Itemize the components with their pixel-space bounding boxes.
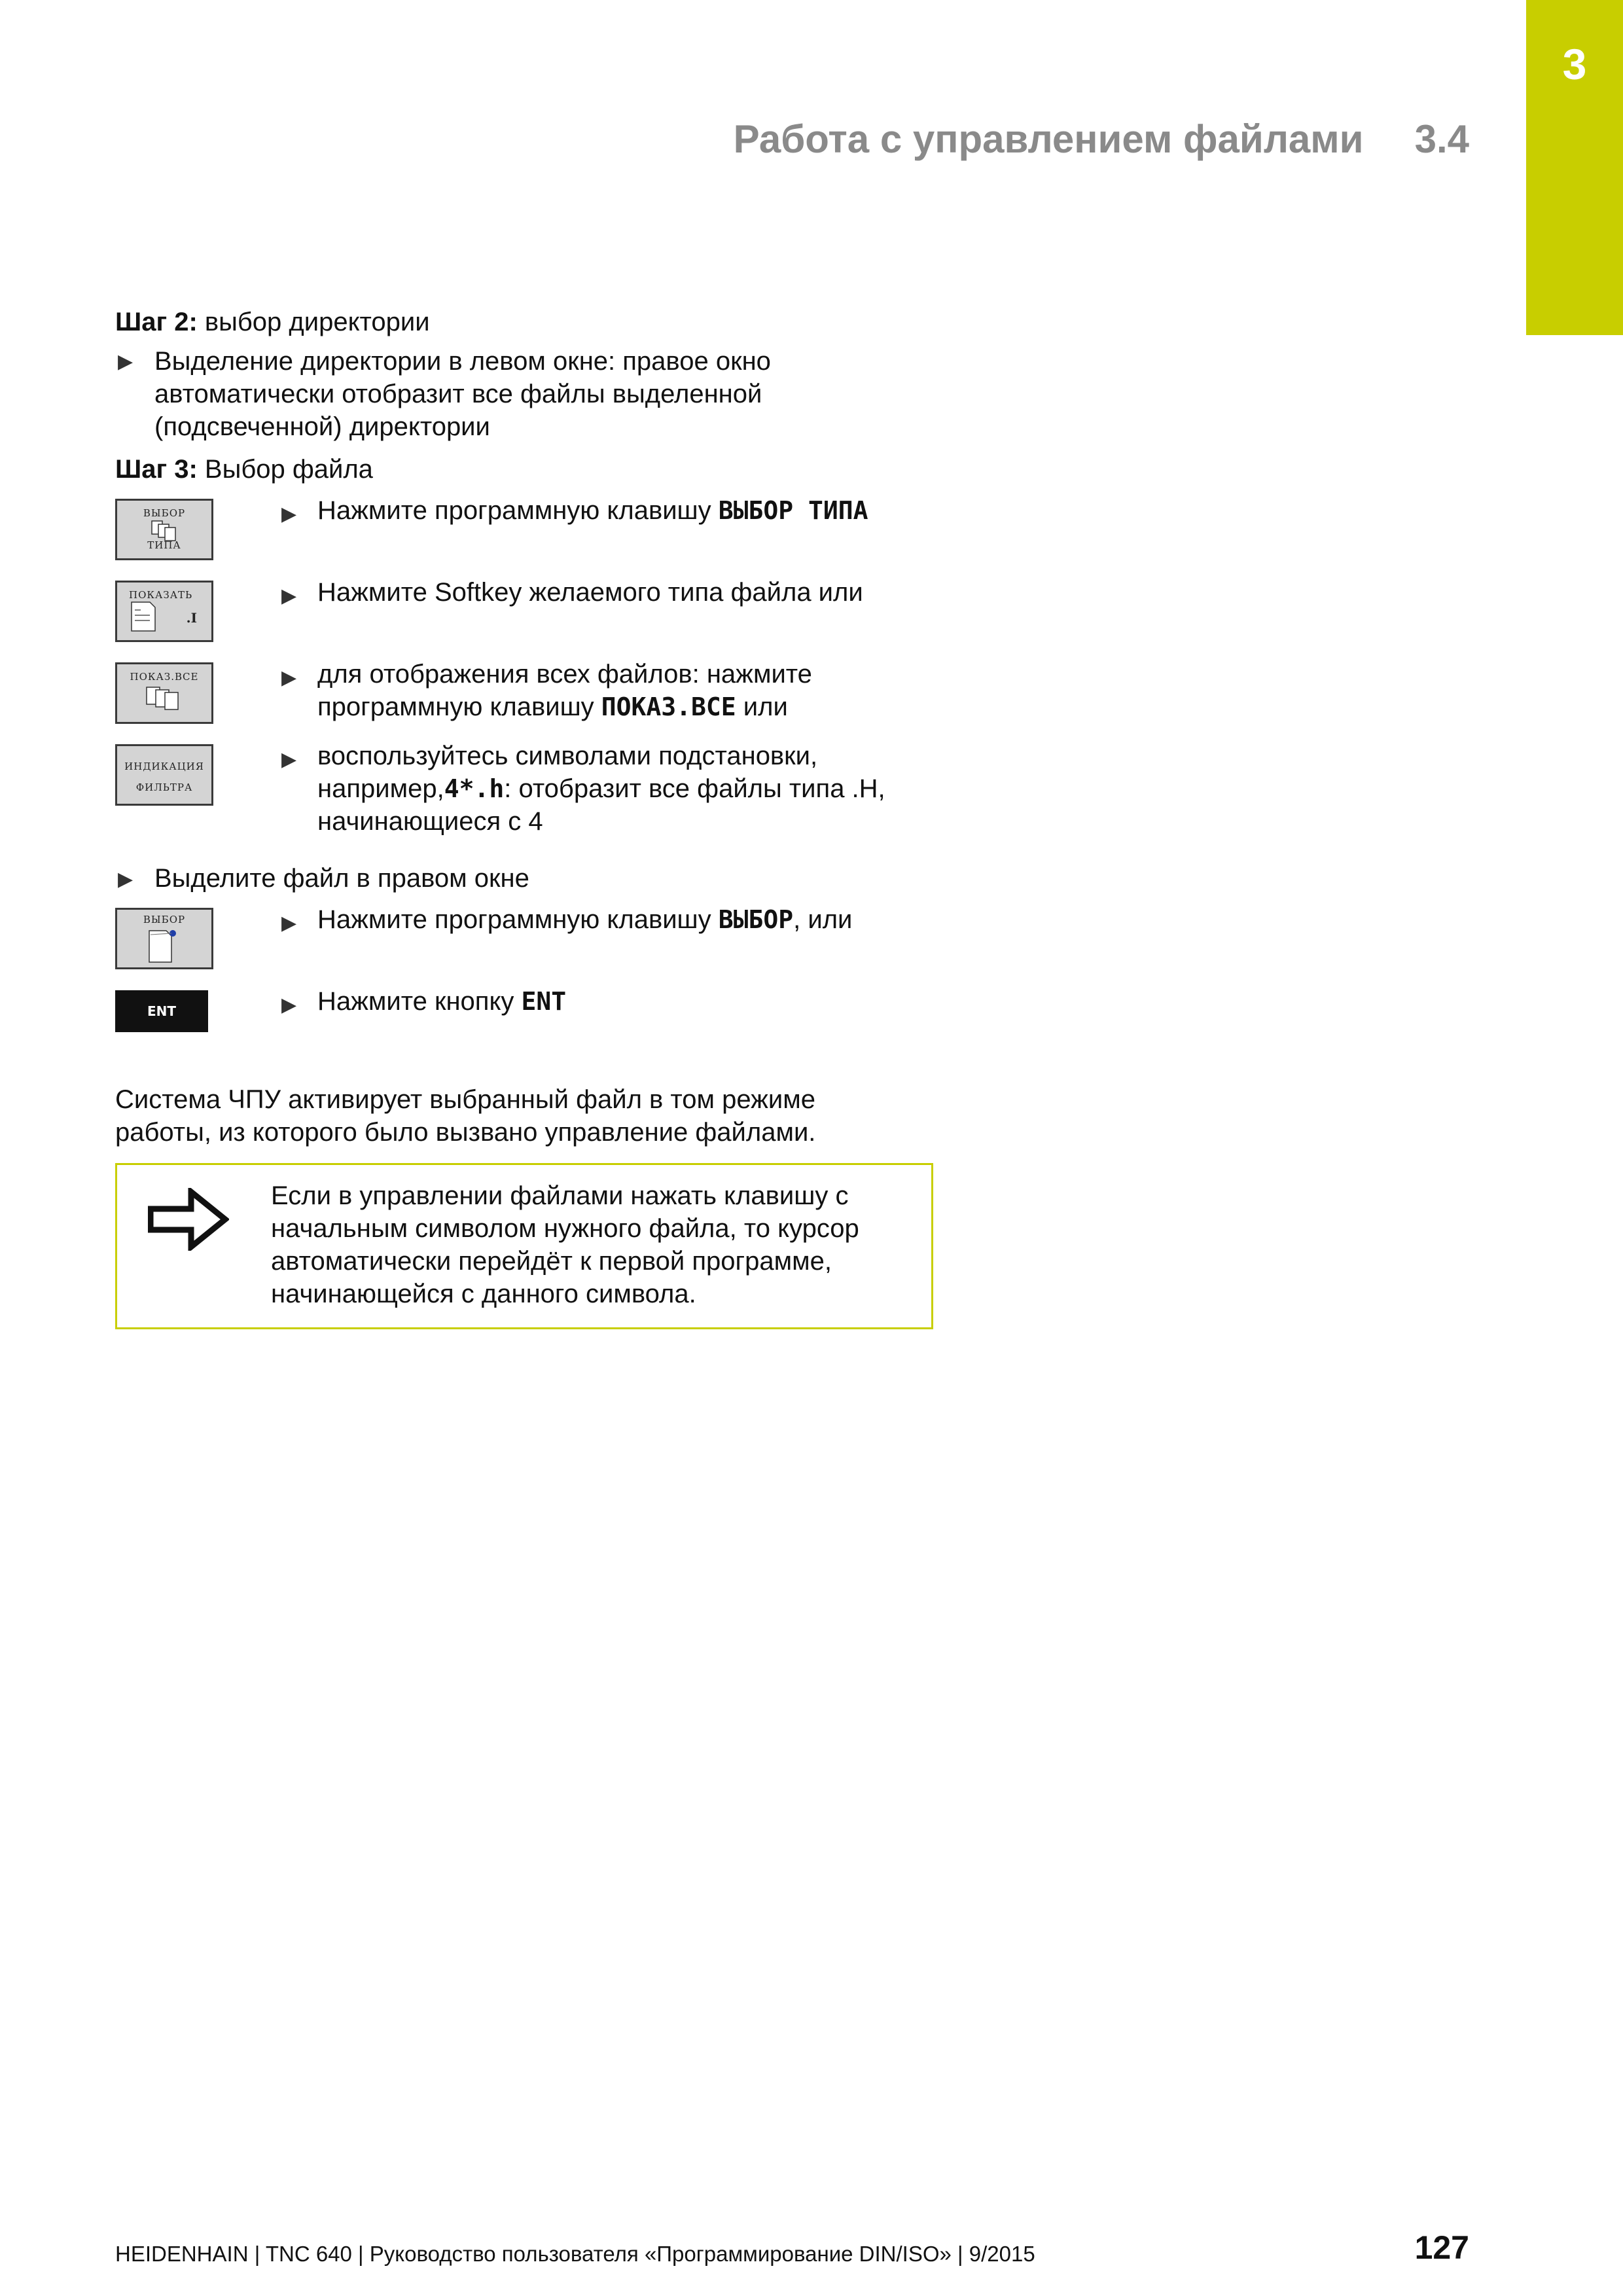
- document-pointer-icon: [147, 929, 186, 963]
- instruction-text: Нажмите программную клавишу: [317, 905, 719, 934]
- document-icon: [130, 601, 169, 632]
- instruction-ent: [317, 985, 566, 1018]
- ent-key-button[interactable]: ENT: [115, 990, 208, 1032]
- softkey-label: ВЫБОР: [143, 914, 186, 925]
- step3-heading: [115, 453, 373, 486]
- note-line: Если в управлении файлами нажать клавишу с: [271, 1181, 849, 1210]
- instruction-text: или: [736, 692, 788, 721]
- softkey-filter[interactable]: [115, 744, 213, 806]
- instruction-text: программную клавишу: [317, 692, 601, 721]
- instruction-key: ПОКАЗ.ВСЕ: [601, 692, 736, 721]
- step2-bullet-line: (подсвеченной) директории: [154, 412, 490, 441]
- bullet-triangle-icon: ▶: [281, 503, 297, 525]
- bullet-triangle-icon: ▶: [281, 912, 297, 934]
- instruction-line: [317, 772, 885, 805]
- note-text: [271, 1179, 859, 1310]
- step2-bullet-line: Выделение директории в левом окне: правое окно: [154, 347, 771, 376]
- instruction-select: [317, 903, 852, 936]
- instruction-line: воспользуйтесь символами подстановки,: [317, 742, 818, 770]
- instruction-show-all: [317, 658, 812, 723]
- chapter-tab: 3: [1526, 0, 1623, 335]
- softkey-label: ВЫБОР: [143, 507, 186, 519]
- step2-text: выбор директории: [197, 308, 430, 336]
- instruction-line: для отображения всех файлов: нажмите: [317, 660, 812, 689]
- softkey-select[interactable]: [115, 908, 213, 969]
- bullet-triangle-icon: ▶: [118, 869, 134, 890]
- softkey-label: ПОКАЗ.ВСЕ: [130, 671, 199, 683]
- softkey-label: ПОКАЗАТЬ: [129, 589, 193, 601]
- softkey-label: .I: [186, 610, 197, 626]
- instruction-text: например,: [317, 774, 444, 803]
- file-stack-icon: [144, 685, 185, 711]
- instruction-select-type: [317, 494, 868, 527]
- bullet-triangle-icon: ▶: [281, 994, 297, 1016]
- bullet-triangle-icon: ▶: [118, 351, 134, 372]
- step2-label: Шаг 2:: [115, 308, 198, 336]
- instruction-text: Нажмите программную клавишу: [317, 496, 719, 525]
- instruction-softkey-type: Нажмите Softkey желаемого типа файла или: [317, 578, 863, 607]
- instruction-line: начинающиеся с 4: [317, 807, 543, 836]
- step2-bullet-line: автоматически отобразит все файлы выделенной: [154, 380, 762, 408]
- instruction-text: Нажмите кнопку: [317, 987, 522, 1016]
- step3-label: Шаг 3:: [115, 455, 198, 484]
- file-stack-icon: [149, 520, 179, 542]
- page-number: 127: [1414, 2229, 1469, 2266]
- instruction-key: ENT: [521, 987, 567, 1016]
- bullet-triangle-icon: ▶: [281, 585, 297, 607]
- instruction-line: [317, 691, 812, 723]
- note-line: автоматически перейдёт к первой программе,: [271, 1247, 832, 1276]
- softkey-label: ТИПА: [147, 539, 181, 551]
- step3-text: Выбор файла: [197, 455, 373, 484]
- paragraph-line: Система ЧПУ активирует выбранный файл в том режиме: [115, 1085, 816, 1114]
- instruction-wildcards: [317, 740, 885, 838]
- bullet-triangle-icon: ▶: [281, 749, 297, 770]
- page-header: [654, 117, 1469, 162]
- instruction-key: 4*.h: [444, 774, 505, 803]
- step2-heading: [115, 306, 430, 338]
- result-paragraph: [115, 1083, 815, 1149]
- instruction-text: : отобразит все файлы типа .H,: [504, 774, 885, 803]
- paragraph-line: работы, из которого было вызвано управление файлами.: [115, 1118, 816, 1147]
- instruction-text: , или: [793, 905, 853, 934]
- note-line: начинающейся с данного символа.: [271, 1280, 696, 1308]
- instruction-key: ВЫБОР ТИПА: [718, 496, 868, 525]
- softkey-label: ФИЛЬТРА: [135, 781, 193, 793]
- softkey-label: ИНДИКАЦИЯ: [124, 761, 204, 772]
- note-line: начальным символом нужного файла, то курсор: [271, 1214, 859, 1243]
- instruction-select-right-window: Выделите файл в правом окне: [154, 864, 529, 893]
- instruction-key: ВЫБОР: [718, 905, 794, 934]
- step2-bullet: [154, 345, 771, 443]
- bullet-triangle-icon: ▶: [281, 667, 297, 689]
- page-footer: HEIDENHAIN | TNC 640 | Руководство пользователя «Программирование DIN/ISO» | 9/2015: [115, 2242, 1035, 2266]
- softkey-select-type[interactable]: [115, 499, 213, 560]
- header-title: Работа с управлением файлами: [733, 117, 1364, 161]
- note-box: [115, 1163, 933, 1329]
- softkey-show-type[interactable]: [115, 581, 213, 642]
- header-section-number: 3.4: [1414, 117, 1469, 161]
- arrow-right-icon: [148, 1188, 229, 1251]
- softkey-show-all[interactable]: [115, 662, 213, 724]
